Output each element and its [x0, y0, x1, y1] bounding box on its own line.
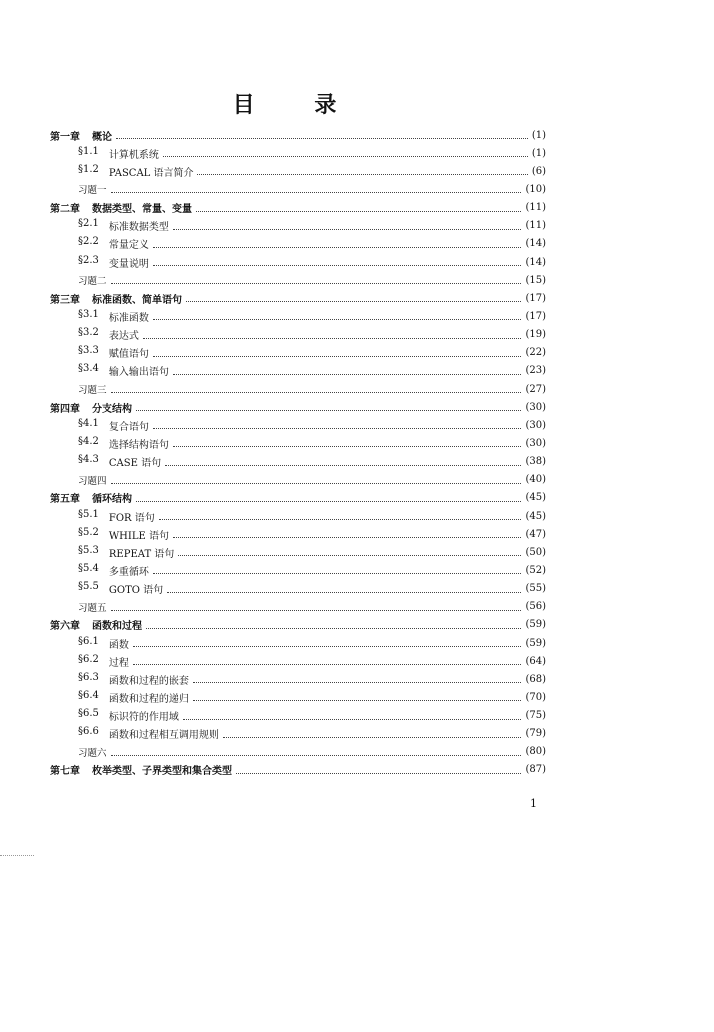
toc-entry-title: 数据类型、常量、变量 [92, 204, 192, 216]
toc-entry-number: §6.5 [78, 708, 99, 720]
toc-entry-section [50, 707, 546, 725]
toc-entry-label [50, 617, 142, 632]
dot-leader [178, 554, 521, 556]
toc-entry-title: 循环结构 [92, 494, 132, 506]
toc-entry-title: 标准函数、简单语句 [92, 294, 182, 306]
toc-entry-section [50, 326, 546, 344]
toc-entry-page: (19) [525, 329, 546, 341]
toc-entry-page: (55) [525, 583, 546, 595]
toc-entry-label [78, 454, 161, 469]
dot-leader [111, 191, 522, 193]
dot-leader [173, 228, 522, 230]
toc-entry-label [78, 273, 107, 287]
toc-entry-title: 习题六 [78, 747, 107, 759]
dot-leader [223, 736, 522, 738]
toc-entry-page: (70) [525, 691, 546, 703]
dot-leader [143, 337, 522, 339]
toc-entry-section [50, 235, 546, 253]
toc-entry-number: §1.2 [78, 163, 99, 175]
toc-entry-number: §4.1 [78, 417, 99, 429]
dot-leader [165, 464, 521, 466]
dot-leader [173, 373, 522, 375]
toc-entry-section [50, 525, 546, 543]
toc-entry-number: §3.4 [78, 363, 99, 375]
toc-entry-page: (64) [525, 655, 546, 667]
dot-leader [153, 318, 522, 320]
dot-leader [116, 137, 528, 139]
toc-entry-number: 第六章 [50, 621, 80, 633]
dot-leader [163, 155, 528, 157]
dot-leader [153, 427, 522, 429]
toc-entry-title: 函数和过程相互调用规则 [108, 730, 219, 742]
toc-entry-number: §3.1 [78, 308, 99, 320]
toc-entry-chapter [50, 199, 546, 217]
toc-entry-label [78, 473, 107, 487]
toc-entry-number: 第五章 [50, 494, 80, 506]
toc-entry-label [78, 527, 169, 542]
toc-entry-page: (47) [525, 528, 546, 540]
toc-entry-number: §6.1 [78, 635, 99, 647]
toc-entry-label [50, 490, 132, 505]
toc-entry-number: §2.2 [78, 236, 99, 248]
toc-entry-page: (11) [525, 220, 546, 232]
toc-entry-page: (10) [525, 183, 546, 195]
toc-entry-label [50, 291, 182, 306]
toc-entry-page: (17) [525, 310, 546, 322]
toc-entry-label [78, 690, 189, 705]
toc-entry-title: 习题二 [78, 276, 107, 288]
dot-leader [153, 355, 522, 357]
dot-leader [183, 718, 522, 720]
toc-entry-title: FOR 语句 [108, 512, 155, 524]
toc-entry-title: 标识符的作用域 [108, 712, 179, 724]
dot-leader [111, 754, 522, 756]
toc-entry-section [50, 561, 546, 579]
toc-entry-page: (75) [525, 710, 546, 722]
toc-entry-title: 函数和过程的嵌套 [108, 675, 189, 687]
toc-entry-label [78, 654, 129, 669]
toc-entry-title: 表达式 [108, 331, 139, 343]
toc-entry-title: CASE 语句 [108, 458, 162, 470]
toc-entry-label [78, 363, 169, 378]
toc-entry-label [78, 255, 149, 270]
dot-leader [136, 500, 521, 502]
toc-entry-page: (68) [525, 673, 546, 685]
toc-entry-page: (40) [525, 474, 546, 486]
toc-entry-number: §5.3 [78, 544, 99, 556]
toc-entry-number: §6.2 [78, 653, 99, 665]
toc-entry-number: §4.3 [78, 454, 99, 466]
toc-entry-section [50, 362, 546, 380]
toc-entry-label [78, 600, 107, 614]
toc-entry-page: (6) [531, 165, 546, 177]
page-title: 目 录 [232, 93, 363, 118]
toc-entry-title: REPEAT 语句 [108, 548, 175, 560]
toc-entry-section [50, 416, 546, 434]
toc-entry-page: (45) [525, 492, 546, 504]
toc-entry-number: §5.1 [78, 508, 99, 520]
toc-entry-title: 复合语句 [108, 421, 149, 433]
dot-leader [236, 772, 521, 774]
toc-entry-page: (87) [525, 764, 546, 776]
table-of-contents [50, 126, 546, 779]
toc-entry-number: 第四章 [50, 403, 80, 415]
toc-entry-section [50, 634, 546, 652]
dot-leader [186, 300, 521, 302]
toc-entry-exercise [50, 743, 546, 761]
dot-leader [193, 699, 522, 701]
dot-leader [173, 445, 522, 447]
toc-entry-title: 输入输出语句 [108, 367, 169, 379]
toc-entry-page: (1) [531, 147, 546, 159]
toc-entry-title: 变量说明 [108, 258, 149, 270]
toc-entry-label [78, 345, 149, 360]
dot-leader [193, 681, 522, 683]
toc-entry-number: §2.1 [78, 218, 99, 230]
toc-entry-section [50, 253, 546, 271]
toc-entry-number: §1.1 [78, 145, 99, 157]
toc-entry-page: (59) [525, 637, 546, 649]
toc-entry-label [78, 418, 149, 433]
toc-entry-page: (38) [525, 456, 546, 468]
toc-entry-chapter [50, 289, 546, 307]
toc-entry-title: 过程 [108, 657, 129, 669]
dot-leader [167, 591, 521, 593]
toc-entry-title: 分支结构 [92, 403, 132, 415]
scan-artifact [0, 855, 34, 856]
toc-entry-section [50, 670, 546, 688]
toc-entry-chapter [50, 489, 546, 507]
toc-entry-title: 习题五 [78, 602, 107, 614]
toc-entry-number: §3.3 [78, 345, 99, 357]
dot-leader [173, 536, 521, 538]
dot-leader [133, 663, 522, 665]
toc-entry-section [50, 307, 546, 325]
toc-entry-number: 第七章 [50, 766, 80, 778]
toc-entry-title: 函数和过程的递归 [108, 693, 189, 705]
toc-entry-number: §2.3 [78, 254, 99, 266]
toc-entry-page: (27) [525, 383, 546, 395]
toc-entry-page: (23) [525, 365, 546, 377]
toc-entry-label [78, 581, 163, 596]
toc-entry-title: 函数 [108, 639, 129, 651]
dot-leader [111, 391, 522, 393]
toc-entry-label [50, 128, 112, 143]
toc-entry-label [78, 236, 149, 251]
dot-leader [146, 627, 521, 629]
toc-entry-section [50, 162, 546, 180]
toc-entry-label [78, 382, 107, 396]
toc-entry-number: §4.2 [78, 435, 99, 447]
toc-entry-section [50, 652, 546, 670]
toc-entry-number: 第一章 [50, 131, 80, 143]
dot-leader [159, 518, 522, 520]
toc-entry-label [78, 636, 129, 651]
toc-entry-page: (30) [525, 401, 546, 413]
toc-entry-label [78, 672, 189, 687]
toc-entry-title: 习题一 [78, 185, 107, 197]
toc-entry-page: (79) [525, 728, 546, 740]
toc-entry-page: (30) [525, 437, 546, 449]
toc-entry-title: 标准数据类型 [108, 222, 169, 234]
toc-entry-section [50, 688, 546, 706]
toc-entry-label [50, 200, 192, 215]
toc-entry-label [78, 436, 169, 451]
toc-entry-title: 赋值语句 [108, 349, 149, 361]
toc-entry-page: (52) [525, 564, 546, 576]
toc-entry-section [50, 507, 546, 525]
toc-entry-title: 概论 [92, 131, 112, 143]
toc-entry-label [78, 726, 219, 741]
toc-entry-number: §6.6 [78, 726, 99, 738]
toc-entry-section [50, 144, 546, 162]
dot-leader [153, 264, 522, 266]
dot-leader [136, 409, 521, 411]
toc-entry-title: PASCAL 语言简介 [108, 167, 194, 179]
toc-entry-label [78, 182, 107, 196]
toc-entry-label [78, 745, 107, 759]
toc-entry-title: 选择结构语句 [108, 439, 169, 451]
toc-entry-number: §6.4 [78, 689, 99, 701]
toc-entry-section [50, 725, 546, 743]
toc-entry-section [50, 453, 546, 471]
toc-entry-number: 第二章 [50, 204, 80, 216]
toc-entry-page: (59) [525, 619, 546, 631]
toc-entry-exercise [50, 471, 546, 489]
toc-entry-label [78, 563, 149, 578]
toc-entry-number: §3.2 [78, 327, 99, 339]
dot-leader [153, 572, 522, 574]
dot-leader [111, 482, 522, 484]
toc-entry-number: §5.4 [78, 562, 99, 574]
toc-entry-label [78, 509, 155, 524]
dot-leader [111, 282, 522, 284]
toc-entry-number: §5.2 [78, 526, 99, 538]
toc-entry-title: 枚举类型、子界类型和集合类型 [92, 766, 232, 778]
toc-entry-title: 多重循环 [108, 566, 149, 578]
toc-entry-page: (14) [525, 256, 546, 268]
toc-entry-exercise [50, 380, 546, 398]
dot-leader [196, 210, 521, 212]
toc-entry-label [78, 327, 139, 342]
toc-entry-label [50, 762, 232, 777]
toc-entry-label [78, 545, 174, 560]
toc-entry-chapter [50, 616, 546, 634]
dot-leader [133, 645, 522, 647]
toc-entry-section [50, 217, 546, 235]
toc-entry-page: (17) [525, 292, 546, 304]
toc-entry-exercise [50, 180, 546, 198]
toc-entry-section [50, 543, 546, 561]
toc-entry-chapter [50, 761, 546, 779]
toc-entry-number: §6.3 [78, 671, 99, 683]
toc-entry-page: (56) [525, 601, 546, 613]
toc-entry-title: 习题三 [78, 385, 107, 397]
dot-leader [153, 246, 522, 248]
toc-entry-label [78, 164, 193, 179]
toc-entry-number: 第三章 [50, 294, 80, 306]
toc-entry-title: 标准函数 [108, 312, 149, 324]
toc-entry-page: (22) [525, 347, 546, 359]
toc-entry-title: GOTO 语句 [108, 585, 164, 597]
dot-leader [197, 173, 527, 175]
toc-entry-title: 函数和过程 [92, 621, 142, 633]
toc-entry-section [50, 344, 546, 362]
toc-entry-label [78, 708, 179, 723]
toc-entry-exercise [50, 598, 546, 616]
toc-entry-page: (1) [531, 129, 546, 141]
toc-entry-label [78, 309, 149, 324]
toc-entry-chapter [50, 126, 546, 144]
toc-entry-section [50, 580, 546, 598]
toc-entry-page: (14) [525, 238, 546, 250]
toc-entry-label [78, 146, 159, 161]
toc-entry-page: (45) [525, 510, 546, 522]
toc-entry-page: (15) [525, 274, 546, 286]
toc-entry-title: 常量定义 [108, 240, 149, 252]
toc-entry-section [50, 434, 546, 452]
toc-entry-title: WHILE 语句 [108, 530, 169, 542]
toc-entry-page: (80) [525, 746, 546, 758]
toc-entry-page: (11) [525, 202, 546, 214]
toc-entry-title: 习题四 [78, 475, 107, 487]
toc-entry-number: §5.5 [78, 581, 99, 593]
toc-entry-exercise [50, 271, 546, 289]
toc-entry-label [78, 218, 169, 233]
toc-entry-page: (30) [525, 419, 546, 431]
toc-entry-page: (50) [525, 546, 546, 558]
dot-leader [111, 609, 522, 611]
toc-entry-title: 计算机系统 [108, 149, 159, 161]
toc-entry-chapter [50, 398, 546, 416]
toc-entry-label [50, 400, 132, 415]
page-number: 1 [530, 797, 537, 810]
